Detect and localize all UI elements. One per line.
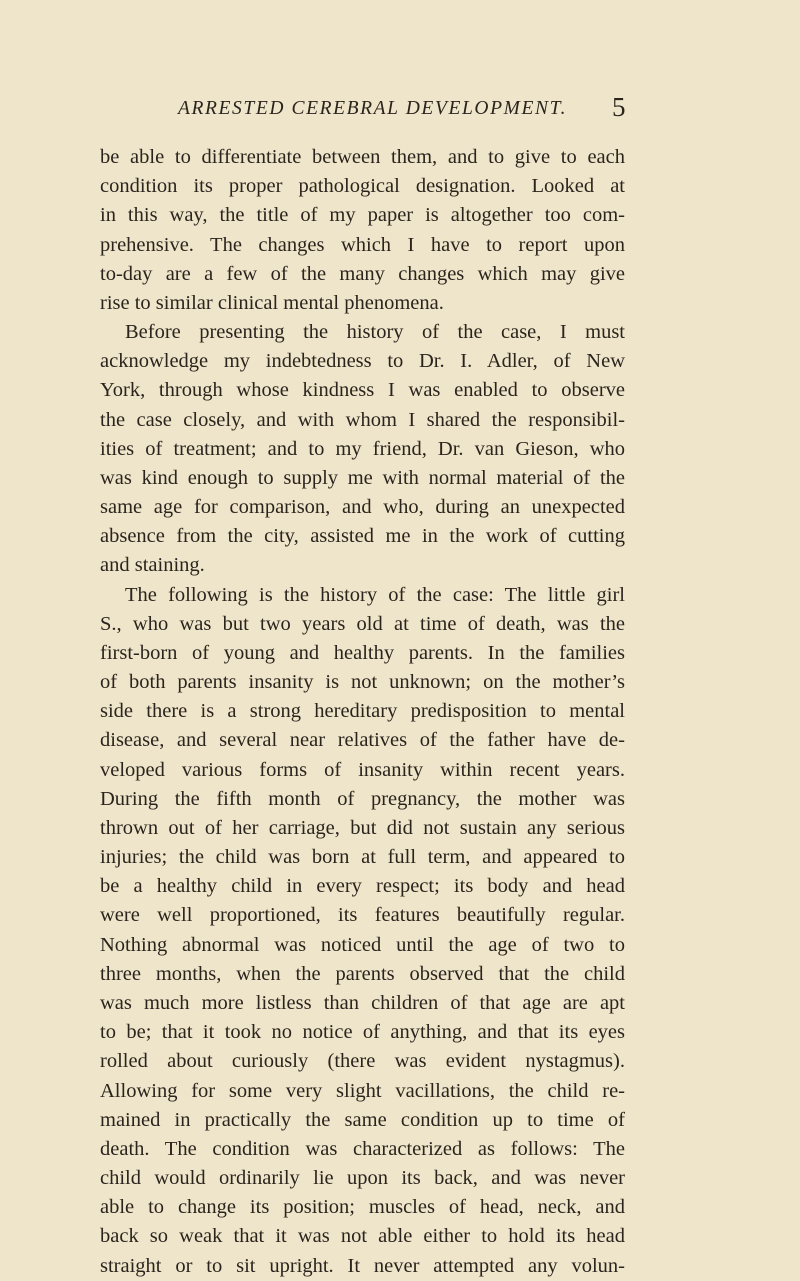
text-line: absence from the city, assisted me in the work of cutting bbox=[100, 525, 625, 548]
text-line: Allowing for some very slight vacillations, the child re- bbox=[100, 1079, 625, 1102]
text-line: rolled about curiously (there was evident nystagmus). bbox=[100, 1050, 625, 1073]
text-line: The following is the history of the case: The little girl bbox=[125, 583, 625, 606]
text-line: able to change its position; muscles of head, neck, and bbox=[100, 1196, 625, 1219]
text-line: thrown out of her carriage, but did not sustain any serious bbox=[100, 816, 625, 839]
text-line: to-day are a few of the many changes which may give bbox=[100, 262, 625, 285]
text-line: injuries; the child was born at full term, and appeared to bbox=[100, 846, 625, 869]
text-line: of both parents insanity is not unknown; on the mother’s bbox=[100, 671, 625, 694]
text-line: and staining. bbox=[100, 554, 205, 577]
text-line: disease, and several near relatives of the father have de- bbox=[100, 729, 625, 752]
paragraph bbox=[100, 581, 625, 1281]
text-line: be a healthy child in every respect; its body and head bbox=[100, 875, 625, 898]
text-line: death. The condition was characterized as follows: The bbox=[100, 1137, 625, 1160]
text-line: back so weak that it was not able either to hold its head bbox=[100, 1225, 625, 1248]
text-line: be able to differentiate between them, and to give to each bbox=[100, 146, 625, 168]
text-line: veloped various forms of insanity within recent years. bbox=[100, 758, 625, 781]
text-line: three months, when the parents observed that the child bbox=[100, 962, 625, 985]
text-line: same age for comparison, and who, during an unexpected bbox=[100, 496, 625, 519]
paragraph bbox=[100, 143, 625, 318]
page-number: 5 bbox=[612, 92, 626, 122]
text-line: During the fifth month of pregnancy, the mother was bbox=[100, 787, 625, 810]
text-line: rise to similar clinical mental phenomena. bbox=[100, 291, 444, 314]
text-line: child would ordinarily lie upon its back, and was never bbox=[100, 1167, 625, 1190]
text-line: first-born of young and healthy parents. In the families bbox=[100, 641, 625, 664]
text-line: were well proportioned, its features beautifully regular. bbox=[100, 904, 625, 927]
text-line: mained in practically the same condition up to time of bbox=[100, 1108, 625, 1131]
text-line: S., who was but two years old at time of death, was the bbox=[100, 612, 625, 635]
running-head: ARRESTED CEREBRAL DEVELOPMENT. bbox=[178, 98, 568, 119]
text-line: prehensive. The changes which I have to report upon bbox=[100, 233, 625, 256]
text-line: ities of treatment; and to my friend, Dr. van Gieson, who bbox=[100, 437, 625, 460]
text-line: to be; that it took no notice of anything, and that its eyes bbox=[100, 1021, 625, 1044]
text-line: Before presenting the history of the case, I must bbox=[125, 321, 625, 344]
text-line: was kind enough to supply me with normal material of the bbox=[100, 466, 625, 489]
text-line: straight or to sit upright. It never attempted any volun- bbox=[100, 1254, 625, 1277]
text-line: acknowledge my indebtedness to Dr. I. Adler, of New bbox=[100, 350, 625, 373]
text-line: Nothing abnormal was noticed until the age of two to bbox=[100, 933, 625, 956]
text-line: condition its proper pathological designation. Looked at bbox=[100, 175, 625, 198]
text-line: York, through whose kindness I was enabled to observe bbox=[100, 379, 625, 402]
text-line: side there is a strong hereditary predisposition to mental bbox=[100, 700, 625, 723]
text-line: was much more listless than children of that age are apt bbox=[100, 991, 625, 1014]
paragraph bbox=[100, 318, 625, 581]
text-line: in this way, the title of my paper is altogether too com- bbox=[100, 204, 625, 227]
body-text bbox=[100, 143, 625, 1281]
text-line: the case closely, and with whom I shared the responsibil- bbox=[100, 408, 625, 431]
